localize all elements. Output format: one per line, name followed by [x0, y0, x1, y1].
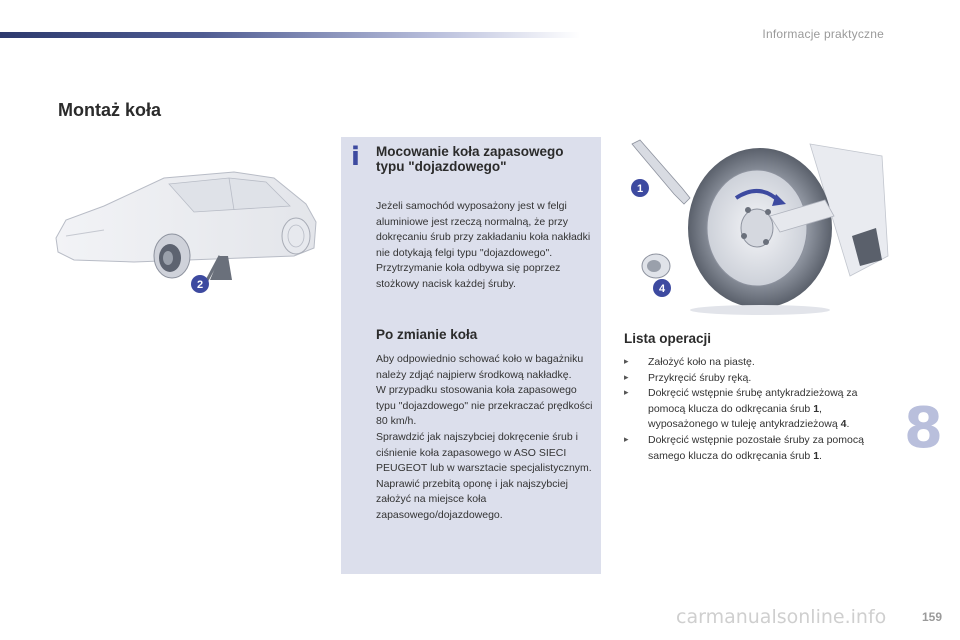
- after-change-heading: Po zmianie koła: [376, 327, 478, 342]
- list-item: [624, 371, 894, 387]
- arrow-marker-icon: ▸: [624, 388, 629, 399]
- step-text: Przykręcić śruby ręką.: [648, 371, 752, 384]
- info-icon: i: [351, 142, 360, 172]
- step-text: .: [819, 449, 822, 462]
- step-text: Założyć koło na piastę.: [648, 356, 755, 368]
- arrow-marker-icon: ▸: [624, 357, 629, 367]
- wrench-badge: 1: [636, 183, 644, 195]
- section-title: Informacje praktyczne: [762, 27, 884, 41]
- car-jack-illustration: [44, 160, 324, 300]
- paragraph-line: Sprawdzić jak najszybciej dokręcenie śrub i ciśnienie koła zapasowego w ASO SIECI PEUGEOT lub w warsztacie specjalistycznym.: [376, 430, 592, 475]
- car-badge: 2: [196, 279, 204, 291]
- arrow-marker-icon: ▸: [624, 434, 629, 445]
- list-item: [624, 355, 894, 371]
- step-ref: 1: [813, 402, 820, 415]
- watermark: carmanualsonline.info: [676, 606, 887, 628]
- list-item: [624, 433, 894, 464]
- step-ref: 4: [840, 418, 847, 431]
- info-box: [341, 137, 601, 574]
- paragraph-line: W przypadku stosowania koła zapasowego typu "dojazdowego" nie przekraczać prędkości 80 km/h.: [376, 384, 593, 428]
- socket-badge: 4: [658, 283, 666, 295]
- step-text: Dokręcić wstępnie pozostałe śruby za pomocą samego klucza do odkręcania śrub: [648, 433, 864, 462]
- page-number: 159: [921, 610, 942, 624]
- paragraph-line: Naprawić przebitą oponę i jak najszybciej założyć na miejsce koła zapasowego/dojazdowego.: [376, 477, 569, 521]
- wheel-wrench-illustration: [620, 136, 890, 316]
- list-item: [624, 386, 894, 433]
- steps-list: [624, 355, 894, 464]
- paragraph-line: Aby odpowiednio schować koło w bagażniku należy zdjąć najpierw środkową nakładkę.: [376, 353, 584, 381]
- steps-title: Lista operacji: [624, 331, 712, 346]
- info-box-heading: Mocowanie koła zapasowego typu "dojazdowego": [376, 144, 564, 174]
- step-text: .: [846, 418, 850, 431]
- step-ref: 1: [813, 449, 820, 462]
- arrow-marker-icon: ▸: [624, 372, 629, 383]
- chapter-number: 8: [904, 396, 943, 461]
- header-gradient-bar: [0, 32, 580, 38]
- step-text: , wyposażonego w tuleję antykradzieżową: [648, 402, 841, 431]
- info-box-paragraph: Jeżeli samochód wyposażony jest w felgi aluminiowe jest rzeczą normalną, że przy dokręcaniu śrub przy zakładaniu koła nakładki nie dotykają felgi typu "dojazdowego". Przytrzymanie koła odbywa się poprzez stożkowy nacisk każdej śruby.: [376, 200, 591, 290]
- step-text: Dokręcić wstępnie śrubę antykradzieżową za pomocą klucza do odkręcania śrub: [648, 387, 858, 415]
- after-change-paragraph: [376, 352, 598, 524]
- page-title: Montaż koła: [58, 100, 162, 120]
